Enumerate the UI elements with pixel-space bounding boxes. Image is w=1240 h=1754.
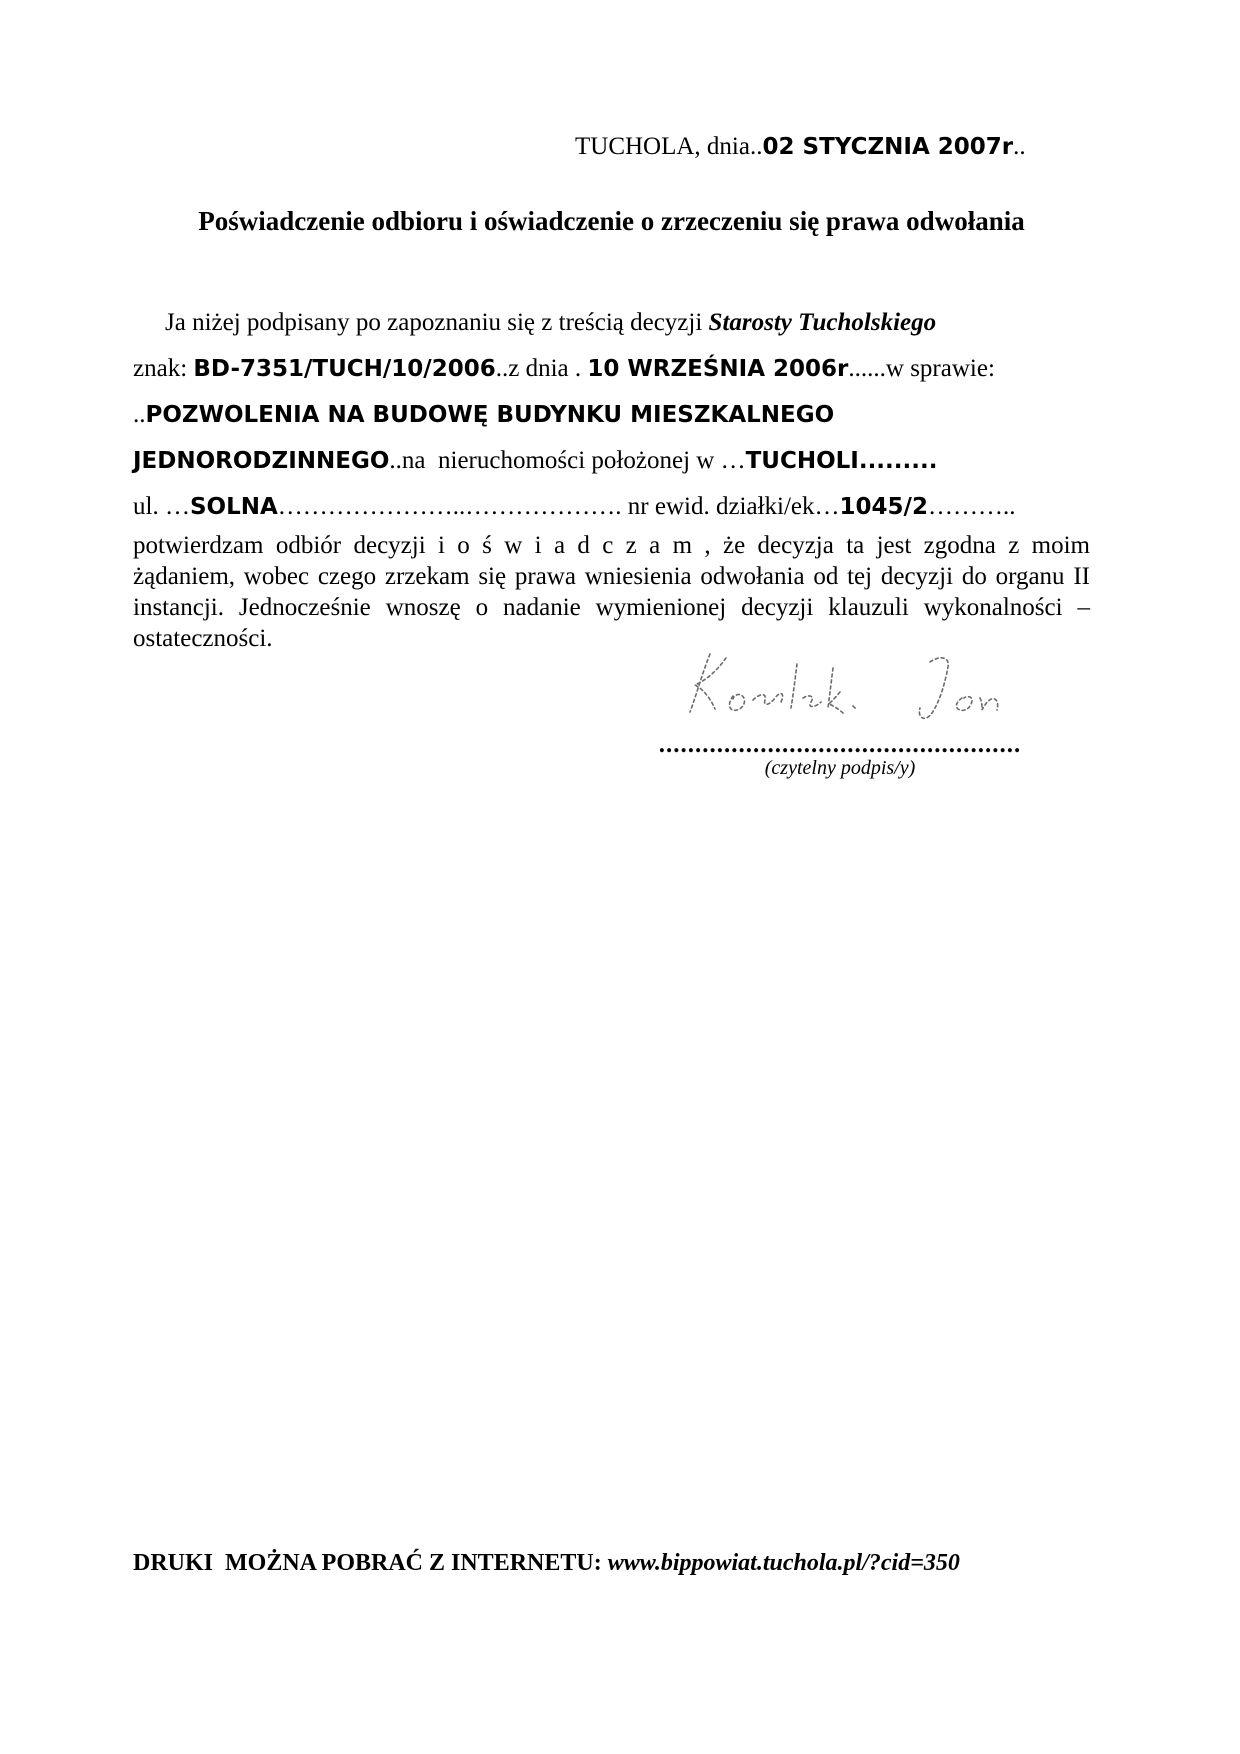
city-value: TUCHOLI......... <box>745 448 938 474</box>
plot-label: nr ewid. działki/ek… <box>627 493 840 520</box>
property-location-text: ..na nieruchomości położonej w … <box>389 447 746 474</box>
plot-number-value: 1045/2 <box>839 494 928 520</box>
place-date-prefix: TUCHOLA, dnia.. <box>575 133 763 160</box>
street-name-value: SOLNA <box>189 494 278 520</box>
signature-block <box>650 642 1030 780</box>
date-suffix-dots: .. <box>1013 133 1026 160</box>
authority-name: Starosty Tucholskiego <box>708 309 937 336</box>
case-suffix-text: ......w sprawie: <box>848 355 995 382</box>
subject-text-2: JEDNORODZINNEGO <box>133 448 390 474</box>
plot-dots: ……….. <box>927 493 1016 520</box>
street-prefix: ul. … <box>133 493 190 520</box>
decision-date-value: 10 WRZEŚNIA 2006r <box>587 356 849 382</box>
footer-url: www.bippowiat.tuchola.pl/?cid=350 <box>607 1550 960 1576</box>
street-line <box>133 484 1113 530</box>
signature-dotted-line: .................................................. <box>658 737 1022 753</box>
case-number-value: BD-7351/TUCH/10/2006 <box>193 356 496 382</box>
intro-line <box>133 300 1113 346</box>
intro-text: Ja niżej podpisany po zapoznaniu się z treścią decyzji <box>165 309 709 336</box>
case-number-line <box>133 346 1113 392</box>
subject-text-1: POZWOLENIA NA BUDOWĘ BUDYNKU MIESZKALNEGO <box>145 402 835 428</box>
case-label: znak: <box>133 355 194 382</box>
issue-date-value: 02 STYCZNIA 2007r <box>762 134 1014 160</box>
declaration-paragraph: potwierdzam odbiór decyzji i o ś w i a d c z a m , że decyzja ta jest zgodna z moim żądaniem, wobec czego zrzekam się prawa wniesienia odwołania od tej decyzji do organu II instancji. Jednocześnie wnoszę o nadanie wymienionej decyzji klauzuli wykonalności – ostateczności. <box>133 532 1090 652</box>
form-section <box>133 300 1113 530</box>
street-dots: …………………..………………. <box>277 493 628 520</box>
footer-label: DRUKI MOŻNA POBRAĆ Z INTERNETU: <box>133 1550 608 1576</box>
handwritten-signature <box>680 642 1000 737</box>
subject-line-2 <box>133 438 1113 484</box>
footer-note <box>133 1550 960 1577</box>
signature-caption: (czytelny podpis/y) <box>764 757 916 779</box>
subject-lead-dots: .. <box>133 401 146 428</box>
case-mid-text: ..z dnia . <box>495 355 588 382</box>
place-and-date-line <box>575 133 1026 161</box>
document-title: Poświadczenie odbioru i oświadczenie o zrzeczeniu się prawa odwołania <box>198 206 1025 236</box>
subject-line-1 <box>133 392 1113 438</box>
